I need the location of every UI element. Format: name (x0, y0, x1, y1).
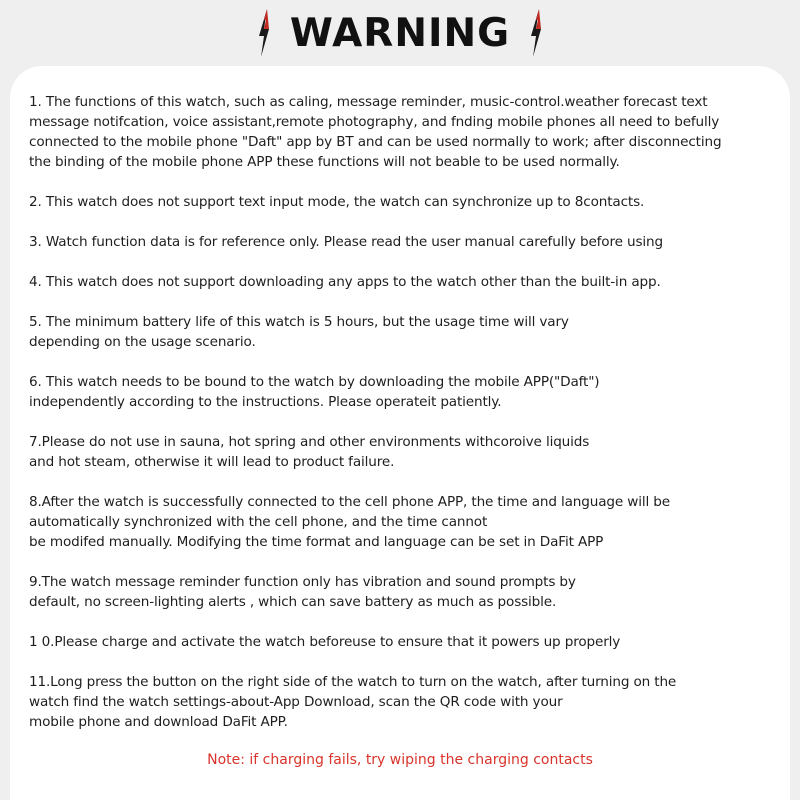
warning-item-line: mobile phone and download DaFit APP. (29, 714, 288, 730)
warning-item-line: watch find the watch settings-about-App Download, scan the QR code with your (29, 694, 563, 710)
warning-item-line: 7.Please do not use in sauna, hot spring and other environments withcoroive liquids (29, 434, 590, 450)
charging-note: Note: if charging fails, try wiping the charging contacts (207, 752, 593, 768)
warning-item (29, 492, 789, 552)
warning-item (29, 632, 789, 652)
lightning-bolt-icon (528, 9, 544, 57)
warning-header (0, 0, 800, 66)
warning-item (29, 232, 789, 252)
warning-item (29, 572, 789, 612)
warning-item (29, 192, 789, 212)
warning-item-line: and hot steam, otherwise it will lead to product failure. (29, 454, 395, 470)
warning-item-line: message notifcation, voice assistant,remote photography, and fnding mobile phones all need to befully (29, 114, 720, 130)
warning-item-line: depending on the usage scenario. (29, 334, 256, 350)
warning-item-line: automatically synchronized with the cell phone, and the time cannot (29, 514, 488, 530)
warning-item-line: 4. This watch does not support downloading any apps to the watch other than the built-in app. (29, 274, 661, 290)
warning-item-line: 2. This watch does not support text input mode, the watch can synchronize up to 8contacts. (29, 194, 645, 210)
lightning-bolt-icon (256, 9, 272, 57)
warning-item-line: 5. The minimum battery life of this watch is 5 hours, but the usage time will vary (29, 314, 569, 330)
warning-item-line: 1 0.Please charge and activate the watch beforeuse to ensure that it powers up properly (29, 634, 621, 650)
warning-item (29, 272, 789, 292)
warning-item-line: independently according to the instructions. Please operateit patiently. (29, 394, 502, 410)
warning-item-line: the binding of the mobile phone APP these functions will not beable to be used normally. (29, 154, 620, 170)
warning-item-line: default, no screen-lighting alerts , which can save battery as much as possible. (29, 594, 557, 610)
warning-item (29, 92, 789, 172)
warning-item-line: 11.Long press the button on the right side of the watch to turn on the watch, after turning on the (29, 674, 677, 690)
warning-item (29, 312, 789, 352)
warning-item-line: 6. This watch needs to be bound to the watch by downloading the mobile APP("Daft") (29, 374, 600, 390)
warning-item-line: 3. Watch function data is for reference only. Please read the user manual carefully before using (29, 234, 663, 250)
warning-item-line: 1. The functions of this watch, such as caling, message reminder, music-control.weather forecast text (29, 94, 708, 110)
warning-item-line: connected to the mobile phone "Daft" app by BT and can be used normally to work; after disconnecting (29, 134, 722, 150)
warning-item (29, 432, 789, 472)
warning-item (29, 672, 789, 732)
page-title: WARNING (289, 10, 511, 56)
warning-item-line: be modifed manually. Modifying the time format and language can be set in DaFit APP (29, 534, 604, 550)
warning-list (29, 92, 789, 752)
warning-item-line: 9.The watch message reminder function only has vibration and sound prompts by (29, 574, 576, 590)
warning-item-line: 8.After the watch is successfully connected to the cell phone APP, the time and language will be (29, 494, 670, 510)
warning-item (29, 372, 789, 412)
